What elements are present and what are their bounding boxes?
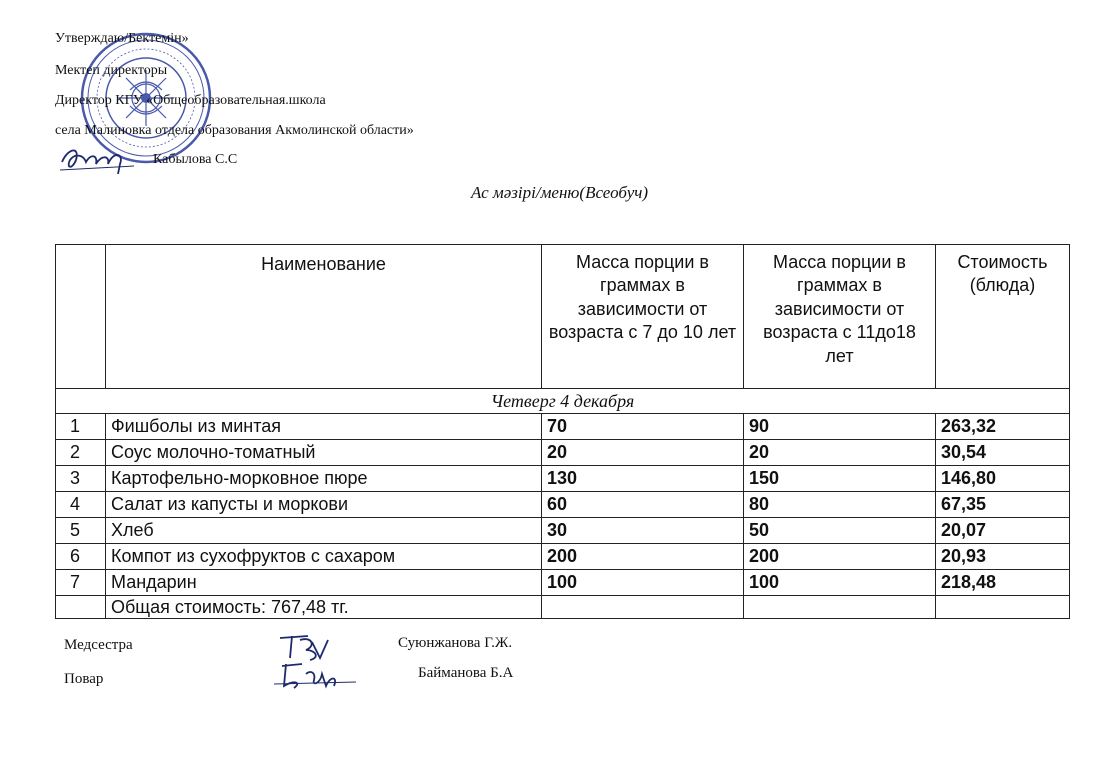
mass-7-10: 60 bbox=[542, 492, 744, 518]
header-number bbox=[56, 245, 106, 389]
director-name: Кабылова С.С bbox=[153, 152, 238, 167]
table-row bbox=[56, 492, 1070, 518]
mass-7-10: 100 bbox=[542, 570, 744, 596]
dish-cost: 20,93 bbox=[936, 544, 1070, 570]
table-row bbox=[56, 466, 1070, 492]
dish-name: Компот из сухофруктов с сахаром bbox=[106, 544, 542, 570]
day-label: Четверг 4 декабря bbox=[56, 389, 1070, 414]
table-row bbox=[56, 414, 1070, 440]
dish-name: Фишболы из минтая bbox=[106, 414, 542, 440]
dish-cost: 146,80 bbox=[936, 466, 1070, 492]
approval-line-3: Директор КГУ «Общеобразовательная.школа bbox=[55, 93, 326, 108]
dish-cost: 67,35 bbox=[936, 492, 1070, 518]
row-number: 1 bbox=[56, 414, 106, 440]
dish-cost: 218,48 bbox=[936, 570, 1070, 596]
mass-11-18: 50 bbox=[744, 518, 936, 544]
total-empty-cell bbox=[56, 596, 106, 619]
cook-role: Повар bbox=[64, 671, 104, 687]
mass-11-18: 20 bbox=[744, 440, 936, 466]
approval-line-2: Мектеп директоры bbox=[55, 63, 168, 78]
dish-name: Салат из капусты и моркови bbox=[106, 492, 542, 518]
header-mass-11-18: Масса порции в граммах в зависимости от возраста с 11до18 лет bbox=[744, 245, 936, 389]
director-signature-icon bbox=[58, 140, 138, 178]
dish-name: Хлеб bbox=[106, 518, 542, 544]
header-name: Наименование bbox=[106, 245, 542, 389]
table-row bbox=[56, 570, 1070, 596]
page-title: Ас мәзірі/меню(Всеобуч) bbox=[470, 183, 649, 202]
mass-7-10: 70 bbox=[542, 414, 744, 440]
row-number: 3 bbox=[56, 466, 106, 492]
row-number: 6 bbox=[56, 544, 106, 570]
approval-line-4: села Малиновка отдела образования Акмолинской области» bbox=[55, 123, 414, 138]
approval-line-1: Утверждаю/Бектемін» bbox=[55, 31, 189, 46]
total-empty-cell bbox=[542, 596, 744, 619]
row-number: 2 bbox=[56, 440, 106, 466]
dish-cost: 20,07 bbox=[936, 518, 1070, 544]
table-header-row bbox=[56, 245, 1070, 389]
dish-cost: 30,54 bbox=[936, 440, 1070, 466]
total-empty-cell bbox=[744, 596, 936, 619]
mass-11-18: 200 bbox=[744, 544, 936, 570]
row-number: 4 bbox=[56, 492, 106, 518]
nurse-role: Медсестра bbox=[64, 637, 133, 653]
mass-7-10: 200 bbox=[542, 544, 744, 570]
dish-name: Мандарин bbox=[106, 570, 542, 596]
mass-11-18: 150 bbox=[744, 466, 936, 492]
dish-name: Соус молочно-томатный bbox=[106, 440, 542, 466]
mass-7-10: 30 bbox=[542, 518, 744, 544]
header-cost: Стоимость (блюда) bbox=[936, 245, 1070, 389]
menu-table bbox=[55, 244, 1070, 619]
total-empty-cell bbox=[936, 596, 1070, 619]
mass-7-10: 20 bbox=[542, 440, 744, 466]
table-row bbox=[56, 518, 1070, 544]
header-mass-7-10: Масса порции в граммах в зависимости от возраста с 7 до 10 лет bbox=[542, 245, 744, 389]
dish-name: Картофельно-морковное пюре bbox=[106, 466, 542, 492]
total-row bbox=[56, 596, 1070, 619]
mass-11-18: 80 bbox=[744, 492, 936, 518]
dish-cost: 263,32 bbox=[936, 414, 1070, 440]
staff-signature-icon bbox=[272, 630, 358, 692]
row-number: 7 bbox=[56, 570, 106, 596]
table-row bbox=[56, 440, 1070, 466]
mass-11-18: 90 bbox=[744, 414, 936, 440]
mass-7-10: 130 bbox=[542, 466, 744, 492]
table-row bbox=[56, 544, 1070, 570]
nurse-name: Суюнжанова Г.Ж. bbox=[398, 635, 513, 651]
row-number: 5 bbox=[56, 518, 106, 544]
cook-name: Байманова Б.А bbox=[418, 665, 514, 681]
mass-11-18: 100 bbox=[744, 570, 936, 596]
day-row bbox=[56, 389, 1070, 414]
total-cost: Общая стоимость: 767,48 тг. bbox=[106, 596, 542, 619]
